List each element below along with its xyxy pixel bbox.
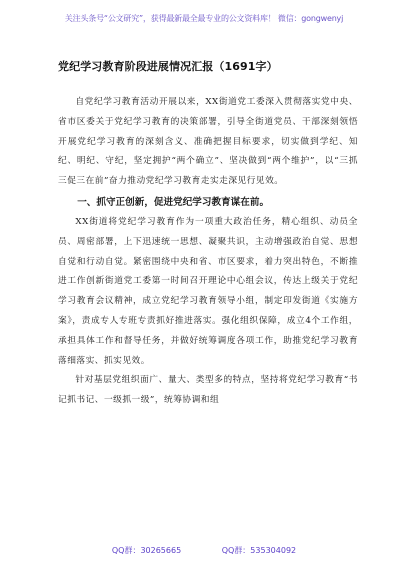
document-page: [58, 58, 358, 411]
qq-group-1: QQ群：30265665: [111, 546, 182, 555]
body-paragraph-continued: 针对基层党组织面广、量大、类型多的特点，坚持将党纪学习教育“书记抓书记、一级抓一级”，统筹协调和组: [58, 375, 358, 406]
qq-group-2: QQ群：535304092: [221, 546, 297, 555]
intro-paragraph: 自党纪学习教育活动开展以来，XX街道党工委深入贯彻落实党中央、省市区委关于党纪学习教育的决策部署，引导全街道党员、干部深刻领悟开展党纪学习教育的深刻含义、准确把握目标要求，切实做到学纪、知纪、明纪、守纪，坚定拥护“两个确立”、坚决做到“两个维护”，以“三抓三促三在前”奋力推动党纪学习教育走实走深见行见效。: [58, 97, 358, 187]
footer-contacts: [0, 545, 408, 556]
section-heading: 一、抓守正创新，促进党纪学习教育谋在前。: [77, 196, 270, 208]
document-title: 党纪学习教育阶段进展情况汇报（1691字）: [58, 60, 278, 73]
header-promo-note: 关注头条号“公文研究”，获得最新最全最专业的公文资料库！ 微信：gongwenyj: [64, 14, 344, 23]
body-paragraph: XX街道将党纪学习教育作为一项重大政治任务，精心组织、动员全员、周密部署，上下迅速统一思想、凝聚共识，主动增强政治自觉、思想自觉和行动自觉。紧密围绕中央和省、市区要求，着力突出特色，不断推进工作创新街道党工委第一时间召开理论中心组会议，传达上级关于党纪学习教育会议精神，成立党纪学习教育领导小组，制定印发街道《实施方案》，责成专人专班专责抓好推进落实。强化组织保障，成立4个工作组，承担具体工作和督导任务，并做好统筹调度各项工作，助推党纪学习教育落细落实、抓实见效。: [58, 216, 358, 366]
